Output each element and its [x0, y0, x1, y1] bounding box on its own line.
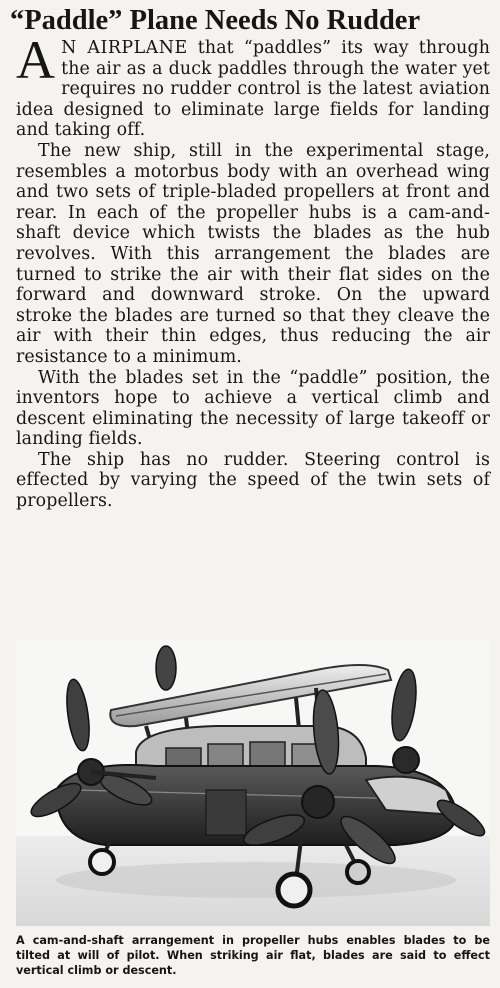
article-body: [16, 30, 490, 512]
propeller-top-left: [156, 646, 176, 690]
paragraph-1: [16, 30, 490, 141]
lead-caps: N AIRPLANE: [61, 38, 188, 58]
paragraph-2: The new ship, still in the experimental stage, resembles a motorbus body with an overhead wing and two sets of triple-bladed propellers at front and rear. In each of the propeller hubs is a cam-and-shaft device which twists the blades as the hub revolves. With this arrangement the blades are turned to strike the air with their flat sides on the forward and downward stroke. On the upward stroke the blades are turned so that they cleave the air with their thin edges, thus reducing the air resistance to a minimum.: [16, 140, 490, 367]
paragraph-1-text: that “paddles” its way through the air as a duck paddles through the water yet requires no rudder control is the latest aviation idea designed to eliminate large fields for landing and taking off.: [16, 38, 490, 141]
headline: “Paddle” Plane Needs No Rudder: [10, 5, 421, 36]
paddle-plane-illustration: [16, 640, 490, 926]
paddle-plane-photo: [16, 640, 490, 926]
paragraph-4: The ship has no rudder. Steering control is effected by varying the speed of the twin sets of propellers.: [16, 449, 490, 512]
drop-cap: A: [16, 30, 56, 90]
paragraph-3: With the blades set in the “paddle” position, the inventors hope to achieve a vertical climb and descent eliminating the necessity of large takeoff or landing fields.: [16, 367, 490, 450]
photo-caption: A cam-and-shaft arrangement in propeller hubs enables blades to be tilted at will of pilot. When striking air flat, blades are said to effect vertical climb or descent.: [16, 934, 490, 977]
